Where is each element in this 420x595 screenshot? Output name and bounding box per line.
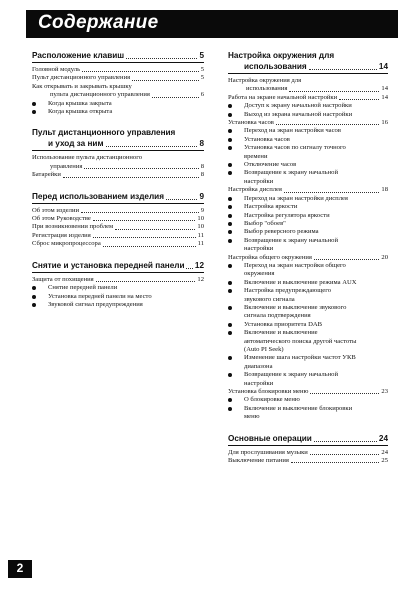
toc-entry: [32, 154, 204, 171]
section-heading-line: [32, 260, 204, 271]
toc-entry-line: [32, 223, 204, 231]
section-heading-line: [228, 61, 388, 72]
toc-subentry: [228, 161, 388, 169]
toc-subentry-line: сигнала подтверждения: [244, 312, 311, 320]
toc-subentry-line: Установка приоритета DAB: [244, 320, 323, 328]
toc-subentry: [228, 136, 388, 144]
toc-entry-page: 25: [381, 457, 388, 465]
toc-entry-line: [228, 119, 388, 127]
dot-leader: [63, 177, 199, 178]
bullet-icon: [32, 110, 36, 114]
toc-entry-text: Настройка дисплея: [228, 186, 282, 194]
dot-leader: [132, 80, 199, 81]
dot-leader: [84, 168, 198, 169]
toc-entry: [32, 171, 204, 179]
toc-entry-text: Для прослушивания музыки: [228, 448, 308, 456]
toc-entry-page: 5: [200, 74, 204, 82]
section-heading: [228, 433, 388, 446]
section-heading-text: Расположение клавиш: [32, 51, 125, 60]
bullet-icon: [228, 104, 232, 108]
toc-section: [32, 127, 204, 179]
toc-subentry: [228, 203, 388, 211]
toc-entry-page: 14: [381, 85, 388, 93]
toc-entry-text: Батарейки: [32, 171, 61, 179]
section-page-number: 8: [199, 139, 204, 149]
toc-subentry: [32, 301, 204, 309]
toc-subentry-line: Настройка регулятора яркости: [244, 211, 330, 219]
bullet-icon: [228, 197, 232, 201]
toc-subentry: [228, 371, 388, 388]
toc-entry: [228, 449, 388, 457]
toc-entry-text: Головной модуль: [32, 66, 81, 73]
bullet-icon: [228, 113, 232, 117]
toc-entry-text: Установка блокировки меню: [228, 388, 309, 396]
toc-entry: [32, 207, 204, 215]
bullet-icon: [228, 407, 232, 411]
toc-subentry: [228, 127, 388, 135]
toc-entry: [228, 254, 388, 262]
toc-subentry-line: Возвращение к экрану начальной: [244, 371, 338, 379]
bullet-icon: [228, 289, 232, 293]
dot-leader: [103, 246, 196, 247]
bullet-icon: [228, 398, 232, 402]
dot-leader: [96, 281, 196, 282]
toc-subentry: [228, 279, 388, 287]
toc-entry: [32, 83, 204, 100]
toc-subentry: [228, 405, 388, 422]
dot-leader: [314, 441, 377, 442]
toc-subentry-line: Доступ к экрану начальной настройки: [244, 102, 352, 110]
section-heading: [228, 50, 388, 74]
section-heading-text: Пульт дистанционного управления: [32, 128, 176, 138]
dot-leader: [291, 462, 379, 463]
toc-subentry: [32, 293, 204, 301]
toc-subentry: [228, 262, 388, 279]
dot-leader: [106, 146, 198, 147]
toc-subentry: [228, 321, 388, 329]
toc-entry-text: Защита от похищения: [32, 275, 94, 283]
toc-entry: [32, 74, 204, 82]
section-page-number: 12: [194, 260, 204, 270]
dot-leader: [310, 454, 380, 455]
toc-entry: [228, 77, 388, 94]
toc-entry-page: 14: [381, 93, 388, 101]
dot-leader: [309, 69, 377, 70]
section-heading: [32, 260, 204, 273]
toc-entry-text: Установка часов: [228, 119, 274, 127]
bullet-icon: [228, 306, 232, 310]
toc-subentry-line: Переход на экран настройки общего: [244, 261, 346, 269]
bullet-icon: [228, 239, 232, 243]
bullet-icon: [228, 331, 232, 335]
toc-subentry: [228, 220, 388, 228]
dot-leader: [289, 91, 379, 92]
toc-entry-text: Об этом Руководстве: [32, 215, 91, 223]
dot-leader: [126, 58, 197, 59]
toc-subentry-line: времени: [244, 152, 268, 160]
toc-entry-page: 11: [197, 231, 204, 239]
dot-leader: [284, 192, 379, 193]
toc-entry-line: [32, 240, 204, 248]
dot-leader: [82, 71, 199, 72]
section-page-number: 14: [378, 62, 388, 71]
dot-leader: [93, 220, 196, 221]
toc-entry: [32, 240, 204, 248]
toc-entry-page: 8: [200, 162, 204, 170]
section-heading-text: Снятие и установка передней панели: [32, 260, 185, 270]
toc-subentry-line: Когда крышка закрыта: [48, 99, 112, 107]
toc-entry-line: [32, 207, 204, 215]
toc-subentry-line: Звуковой сигнал предупреждения: [48, 300, 143, 308]
dot-leader: [152, 97, 199, 98]
toc-subentry-line: Отключение часов: [244, 161, 297, 169]
toc-entry: [228, 119, 388, 127]
toc-subentry: [228, 304, 388, 321]
toc-section: [228, 50, 388, 422]
toc-entry-page: 10: [197, 223, 204, 231]
section-heading-line: [228, 433, 388, 444]
toc-right-column: [228, 50, 388, 476]
section-heading-text: Настройка окружения для: [228, 51, 335, 60]
bullet-icon: [228, 222, 232, 226]
toc-entry-line: [228, 186, 388, 194]
toc-entry: [32, 215, 204, 223]
toc-subentry-line: Возвращение к экрану начальной: [244, 169, 338, 177]
toc-section: [32, 260, 204, 310]
toc-entry-text: управления: [50, 162, 83, 170]
bullet-icon: [228, 146, 232, 150]
bullet-icon: [228, 264, 232, 268]
toc-section: [228, 433, 388, 466]
dot-leader: [93, 237, 196, 238]
toc-entry-text: Пульт дистанционного управления: [32, 74, 131, 82]
toc-subentry: [228, 144, 388, 161]
toc-title: Содержание: [38, 12, 159, 33]
toc-entry: [32, 276, 204, 284]
toc-entry-line: [32, 163, 204, 171]
bullet-icon: [228, 138, 232, 142]
section-heading-line: [32, 191, 204, 202]
toc-entry-text: При возникновении проблем: [32, 223, 114, 231]
toc-entry-line: [32, 215, 204, 223]
bullet-icon: [228, 323, 232, 327]
toc-entry: [228, 94, 388, 102]
toc-entry-text: использования: [246, 85, 288, 93]
toc-subentry-line: (Auto PI Seek): [244, 346, 284, 353]
section-heading-line: [32, 127, 204, 138]
toc-subentry-line: Переход на экран настройки часов: [244, 127, 341, 135]
toc-subentry-line: настройки: [244, 177, 274, 185]
toc-subentry-line: Включение и выключение режима AUX: [244, 278, 357, 286]
bullet-icon: [228, 373, 232, 377]
section-heading-line: [32, 138, 204, 149]
toc-entry: [32, 223, 204, 231]
toc-subentry-line: диапазона: [244, 362, 273, 370]
toc-entry-text: Об этом изделии: [32, 206, 80, 214]
toc-entry-text: Настройка общего окружения: [228, 253, 312, 261]
toc-entry-page: 9: [200, 206, 204, 214]
bullet-icon: [32, 295, 36, 299]
section-heading-line: [32, 50, 204, 61]
toc-left-column: [32, 50, 204, 320]
dot-leader: [186, 268, 192, 269]
toc-entry-line: [228, 457, 388, 465]
toc-entry-line: Как открывать и закрывать крышку: [32, 82, 132, 90]
toc-subentry-line: Снятие передней панели: [48, 284, 118, 292]
toc-subentry-line: Настройка предупреждающего: [244, 287, 332, 295]
toc-subentry-line: настройки: [244, 245, 274, 253]
bullet-icon: [228, 129, 232, 133]
toc-entry-line: Настройка окружения для: [228, 77, 302, 84]
dot-leader: [276, 124, 380, 125]
bullet-icon: [228, 214, 232, 218]
toc-subentry-line: окружения: [244, 270, 275, 278]
toc-subentry-line: Возвращение к экрану начальной: [244, 236, 338, 244]
toc-subentry: [228, 287, 388, 304]
toc-subentry: [228, 354, 388, 371]
toc-subentry: [32, 284, 204, 292]
toc-entry: [228, 388, 388, 396]
toc-entry-text: Регистрация изделия: [32, 231, 91, 239]
toc-entry: [32, 66, 204, 74]
toc-entry-page: 10: [197, 215, 204, 223]
section-heading-text: и уход за ним: [48, 139, 104, 149]
toc-subentry: [228, 396, 388, 404]
toc-entry-line: [228, 94, 388, 102]
toc-entry-line: [32, 66, 204, 74]
toc-subentry: [228, 111, 388, 119]
section-page-number: 24: [378, 433, 388, 443]
page-number-badge: [8, 560, 32, 578]
toc-subentry-line: Выбор реверсного режима: [244, 228, 319, 236]
bullet-icon: [228, 205, 232, 209]
toc-subentry-line: Установка часов по сигналу точного: [244, 144, 346, 152]
toc-subentry-line: Включение и выключение блокировки: [244, 404, 353, 412]
bullet-icon: [32, 102, 36, 106]
toc-entry-page: 24: [381, 448, 388, 456]
bullet-icon: [228, 281, 232, 285]
toc-subentry-line: настройки: [244, 379, 274, 387]
toc-subentry: [228, 169, 388, 186]
toc-entry-line: [32, 171, 204, 179]
dot-leader: [339, 99, 379, 100]
toc-entry-page: 23: [381, 388, 388, 396]
toc-entry-line: [228, 254, 388, 262]
toc-entry-text: Выключение питания: [228, 457, 289, 465]
toc-entry-page: 6: [200, 91, 204, 99]
bullet-icon: [228, 163, 232, 167]
section-heading-text: Перед использованием изделия: [32, 191, 164, 201]
toc-subentry: [228, 212, 388, 220]
toc-subentry-line: меню: [244, 413, 260, 421]
section-page-number: 5: [199, 51, 204, 60]
section-heading: [32, 191, 204, 204]
toc-entry-page: 11: [197, 240, 204, 248]
bullet-icon: [228, 356, 232, 360]
toc-header-bar: [26, 10, 398, 38]
toc-entry-page: 5: [200, 66, 204, 73]
page-number: 2: [16, 561, 24, 575]
toc-entry: [32, 232, 204, 240]
toc-section: [32, 191, 204, 249]
toc-subentry-line: Установка часов: [244, 135, 290, 143]
toc-entry-text: пульта дистанционного управления: [50, 91, 150, 99]
toc-subentry: [228, 228, 388, 236]
dot-leader: [310, 393, 379, 394]
toc-subentry-line: Изменение шага настройки частот УКВ: [244, 354, 356, 362]
toc-subentry-line: звукового сигнала: [244, 295, 295, 303]
toc-entry-line: Использование пульта дистанционного: [32, 154, 143, 162]
bullet-icon: [32, 303, 36, 307]
toc-entry: [228, 457, 388, 465]
bullet-icon: [228, 171, 232, 175]
section-heading-text: Основные операции: [228, 433, 312, 443]
toc-subentry-line: Выход из экрана начальной настройки: [244, 110, 353, 118]
toc-entry-line: [228, 449, 388, 457]
toc-entry-line: [32, 74, 204, 82]
toc-entry-text: Сброс микропроцессора: [32, 240, 101, 248]
toc-subentry-line: Переход на экран настройки дисплея: [244, 194, 348, 202]
toc-subentry: [228, 329, 388, 354]
toc-subentry: [228, 195, 388, 203]
toc-subentry-line: Выбор "обоев": [244, 219, 286, 227]
toc-entry-line: [228, 388, 388, 396]
bullet-icon: [32, 286, 36, 290]
dot-leader: [81, 212, 199, 213]
toc-subentry: [228, 237, 388, 254]
toc-subentry-line: Установка передней панели на место: [48, 292, 152, 300]
toc-subentry: [32, 100, 204, 108]
section-heading: [32, 50, 204, 63]
dot-leader: [314, 259, 379, 260]
toc-subentry-line: О блокировке меню: [244, 396, 300, 404]
toc-subentry: [228, 102, 388, 110]
section-heading-line: [228, 50, 388, 61]
toc-subentry-line: Включение и выключение звукового: [244, 303, 347, 311]
toc-entry-page: 16: [381, 119, 388, 127]
dot-leader: [166, 199, 197, 200]
section-page-number: 9: [199, 191, 204, 201]
toc-entry-page: 20: [381, 253, 388, 261]
toc-entry-line: [32, 91, 204, 99]
toc-entry: [228, 186, 388, 194]
toc-entry-line: [228, 85, 388, 93]
toc-subentry-line: Включение и выключение: [244, 329, 318, 337]
dot-leader: [115, 229, 195, 230]
toc-section: [32, 50, 204, 116]
toc-subentry: [32, 108, 204, 116]
toc-entry-page: 18: [381, 186, 388, 194]
toc-entry-line: [32, 276, 204, 284]
toc-entry-page: 12: [197, 275, 204, 283]
section-heading: [32, 127, 204, 151]
bullet-icon: [228, 230, 232, 234]
section-heading-text: использования: [244, 62, 307, 71]
toc-subentry-line: Настройка яркости: [244, 203, 298, 211]
toc-entry-page: 8: [200, 171, 204, 179]
toc-entry-line: [32, 232, 204, 240]
toc-subentry-line: Когда крышка открыта: [48, 108, 113, 116]
toc-entry-text: Работа на экране начальной настройки: [228, 93, 338, 101]
toc-subentry-line: автоматического поиска другой частоты: [244, 337, 357, 345]
